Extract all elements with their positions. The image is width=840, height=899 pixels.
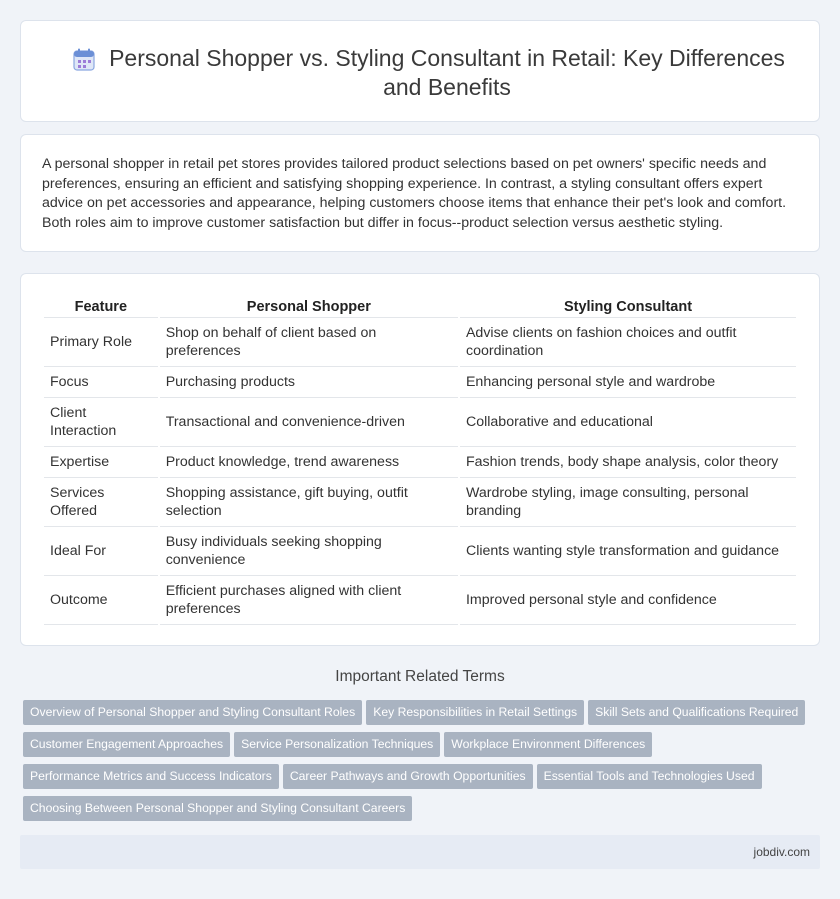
table-row [44,527,796,576]
footer-site-link[interactable]: jobdiv.com [753,845,810,859]
personal-shopper-cell: Purchasing products [160,367,458,398]
feature-cell: Focus [44,367,158,398]
calendar-icon [73,48,95,72]
related-term-tag[interactable]: Career Pathways and Growth Opportunities [283,764,533,789]
table-header-row [44,296,796,318]
related-term-tag[interactable]: Overview of Personal Shopper and Styling Consultant Roles [23,700,362,725]
table-row [44,367,796,398]
personal-shopper-cell: Efficient purchases aligned with client preferences [160,576,458,625]
styling-consultant-cell: Wardrobe styling, image consulting, personal branding [460,478,796,527]
styling-consultant-cell: Advise clients on fashion choices and outfit coordination [460,318,796,367]
related-term-tag[interactable]: Essential Tools and Technologies Used [537,764,762,789]
styling-consultant-cell: Collaborative and educational [460,398,796,447]
intro-card [20,134,820,252]
footer [20,835,820,869]
personal-shopper-cell: Product knowledge, trend awareness [160,447,458,478]
related-term-tag[interactable]: Key Responsibilities in Retail Settings [366,700,584,725]
feature-cell: Ideal For [44,527,158,576]
feature-cell: Expertise [44,447,158,478]
related-term-tag[interactable]: Service Personalization Techniques [234,732,440,757]
related-term-tag[interactable]: Performance Metrics and Success Indicators [23,764,279,789]
tag-row [23,764,823,796]
comparison-card [20,273,820,646]
header-personal-shopper: Personal Shopper [160,296,458,318]
styling-consultant-cell: Enhancing personal style and wardrobe [460,367,796,398]
styling-consultant-cell: Fashion trends, body shape analysis, color theory [460,447,796,478]
table-row [44,447,796,478]
related-term-tag[interactable]: Customer Engagement Approaches [23,732,230,757]
tag-row [23,796,823,828]
styling-consultant-cell: Clients wanting style transformation and guidance [460,527,796,576]
header-feature: Feature [44,296,158,318]
tag-row [23,732,823,764]
header-styling-consultant: Styling Consultant [460,296,796,318]
table-row [44,478,796,527]
intro-paragraph: A personal shopper in retail pet stores provides tailored product selections based on pet owners' specific needs and preferences, ensuring an efficient and satisfying shopping experience. In contrast, a styling consultant offers expert advice on pet accessories and appearance, helping customers choose items that enhance their pet's look and comfort. Both roles aim to improve customer satisfaction but differ in focus--product selection versus aesthetic styling. [42,156,787,231]
personal-shopper-cell: Shopping assistance, gift buying, outfit selection [160,478,458,527]
comparison-table [42,296,798,625]
related-term-tag[interactable]: Workplace Environment Differences [444,732,652,757]
table-row [44,398,796,447]
feature-cell: Client Interaction [44,398,158,447]
related-term-tag[interactable]: Skill Sets and Qualifications Required [588,700,805,725]
feature-cell: Services Offered [44,478,158,527]
personal-shopper-cell: Transactional and convenience-driven [160,398,458,447]
personal-shopper-cell: Busy individuals seeking shopping convenience [160,527,458,576]
styling-consultant-cell: Improved personal style and confidence [460,576,796,625]
related-terms-title: Important Related Terms [335,668,505,685]
table-row [44,576,796,625]
related-terms-list [23,700,823,828]
page-title: Personal Shopper vs. Styling Consultant in Retail: Key Differences and Benefits [109,45,785,100]
personal-shopper-cell: Shop on behalf of client based on preferences [160,318,458,367]
tag-row [23,700,823,732]
feature-cell: Primary Role [44,318,158,367]
feature-cell: Outcome [44,576,158,625]
header-card [20,20,820,122]
table-row [44,318,796,367]
related-term-tag[interactable]: Choosing Between Personal Shopper and Styling Consultant Careers [23,796,412,821]
title-wrap [61,44,799,102]
